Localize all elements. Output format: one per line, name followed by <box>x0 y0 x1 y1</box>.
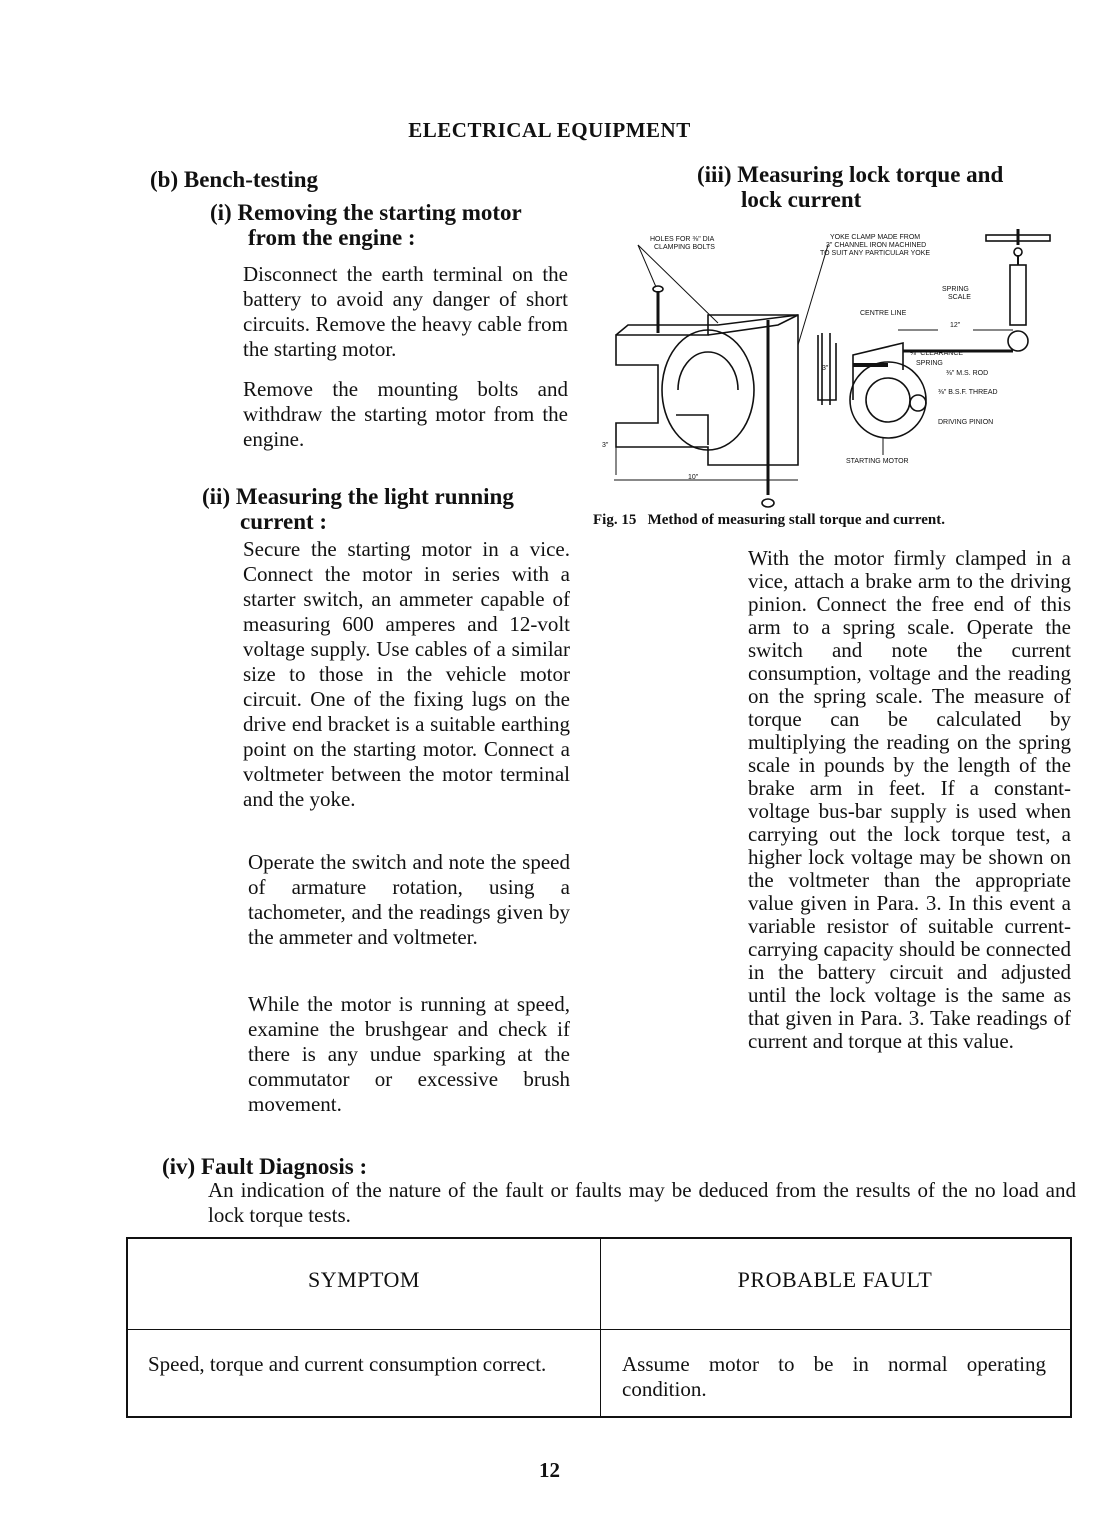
section-iv-number: (iv) <box>162 1154 196 1179</box>
fault-diagnosis-table <box>126 1237 1072 1418</box>
section-i-heading <box>210 200 570 250</box>
section-i-title-line2: from the engine : <box>248 225 416 250</box>
table-cell-symptom: Speed, torque and current consumption correct. <box>148 1352 547 1376</box>
label-spring-scale-1: SPRING <box>942 286 969 293</box>
label-spring-scale-2: SCALE <box>948 294 971 301</box>
label-yoke-3: TO SUIT ANY PARTICULAR YOKE <box>820 250 931 257</box>
section-ii-number: (ii) <box>202 484 231 509</box>
label-ms-rod: ⅜" M.S. ROD <box>946 370 989 377</box>
section-iii-title-line1: Measuring lock torque and <box>737 162 1004 187</box>
label-holes-1: HOLES FOR ⅜" DIA <box>650 236 715 243</box>
column-header-probable-fault: PROBABLE FAULT <box>737 1267 933 1292</box>
label-clearance: ⅛" CLEARANCE <box>910 350 964 357</box>
section-iii-paragraph: With the motor firmly clamped in a vice, attach a brake arm to the driving pinion. Connect the free end of this arm to a spring scale. Operate the switch and note the current consumption, voltage and the reading on the spring scale. The measure of torque can be calculated by multiplying the reading on the spring scale in pounds by the length of the brake arm in feet. If a constant-voltage bus-bar supply is used when carrying out the lock torque test, a higher lock voltage may be shown on the voltmeter than the appropriate value given in Para. 3. In this event a variable resistor of suitable current-carrying capacity should be connected in the battery circuit and adjusted until the lock voltage is the same as that given in Para. 3. Take readings of current and torque at this value. <box>748 546 1071 1053</box>
section-ii-title-line1: Measuring the light running <box>235 484 514 509</box>
label-3-inch-a: 3" <box>822 365 829 372</box>
section-ii-paragraph-1: Secure the starting motor in a vice. Connect the motor in series with a starter switch, an ammeter capable of measuring 600 amperes and 12-volt voltage supply. Use cables of a similar size to those in the vehicle motor circuit. One of the fixing lugs on the drive end bracket is a suitable earthing point on the starting motor. Connect a voltmeter between the motor terminal and the yoke. <box>243 537 570 811</box>
label-10-inch: 10" <box>688 474 699 481</box>
figure-caption <box>593 512 945 529</box>
page-header: ELECTRICAL EQUIPMENT <box>408 118 691 142</box>
section-b-title: Bench-testing <box>183 167 319 192</box>
section-i-title-line1: Removing the starting motor <box>237 200 522 225</box>
section-b-heading <box>150 167 318 193</box>
torque-measurement-diagram <box>598 225 1078 515</box>
figure-caption-label: Fig. 15 <box>593 512 637 528</box>
page-number: 12 <box>539 1458 560 1482</box>
column-header-symptom: SYMPTOM <box>308 1267 420 1292</box>
section-b-number: (b) <box>150 167 179 192</box>
label-12-inch: 12" <box>950 322 961 329</box>
section-iii-title-line2: lock current <box>741 187 862 212</box>
section-i-paragraph-1: Disconnect the earth terminal on the battery to avoid any danger of short circuits. Remove the heavy cable from the starting motor. <box>243 262 568 361</box>
section-i-number: (i) <box>210 200 232 225</box>
yoke-clamp-drawing <box>614 286 798 507</box>
label-centre-line: CENTRE LINE <box>860 310 907 317</box>
label-yoke-1: YOKE CLAMP MADE FROM <box>830 234 921 241</box>
section-iii-heading <box>697 162 1072 212</box>
section-iv-title: Fault Diagnosis : <box>200 1154 368 1179</box>
label-spring: SPRING <box>916 360 943 367</box>
section-i-paragraph-2: Remove the mounting bolts and withdraw the starting motor from the engine. <box>243 377 568 451</box>
section-iv-paragraph: An indication of the nature of the fault or faults may be deduced from the results of the no load and lock torque tests. <box>208 1178 1076 1227</box>
label-driving-pinion: DRIVING PINION <box>938 419 994 426</box>
label-holes-2: CLAMPING BOLTS <box>654 244 715 251</box>
section-iii-number: (iii) <box>697 162 732 187</box>
label-3-inch-b: 3" <box>602 442 609 449</box>
label-yoke-2: 3" CHANNEL IRON MACHINED <box>826 242 927 249</box>
figure-caption-text: Method of measuring stall torque and current. <box>647 512 945 528</box>
section-ii-heading <box>202 484 572 534</box>
section-iv-heading <box>162 1154 367 1180</box>
section-ii-paragraph-3: While the motor is running at speed, examine the brushgear and check if there is any undue sparking at the commutator or excessive brush movement. <box>248 992 570 1116</box>
section-ii-title-line2: current : <box>240 509 328 534</box>
table-cell-fault: Assume motor to be in normal operating condition. <box>622 1352 1046 1401</box>
label-bsf-thread: ⅜" B.S.F. THREAD <box>938 389 998 396</box>
label-starting-motor: STARTING MOTOR <box>846 458 909 465</box>
section-ii-paragraph-2: Operate the switch and note the speed of armature rotation, using a tachometer, and the readings given by the ammeter and voltmeter. <box>248 850 570 949</box>
